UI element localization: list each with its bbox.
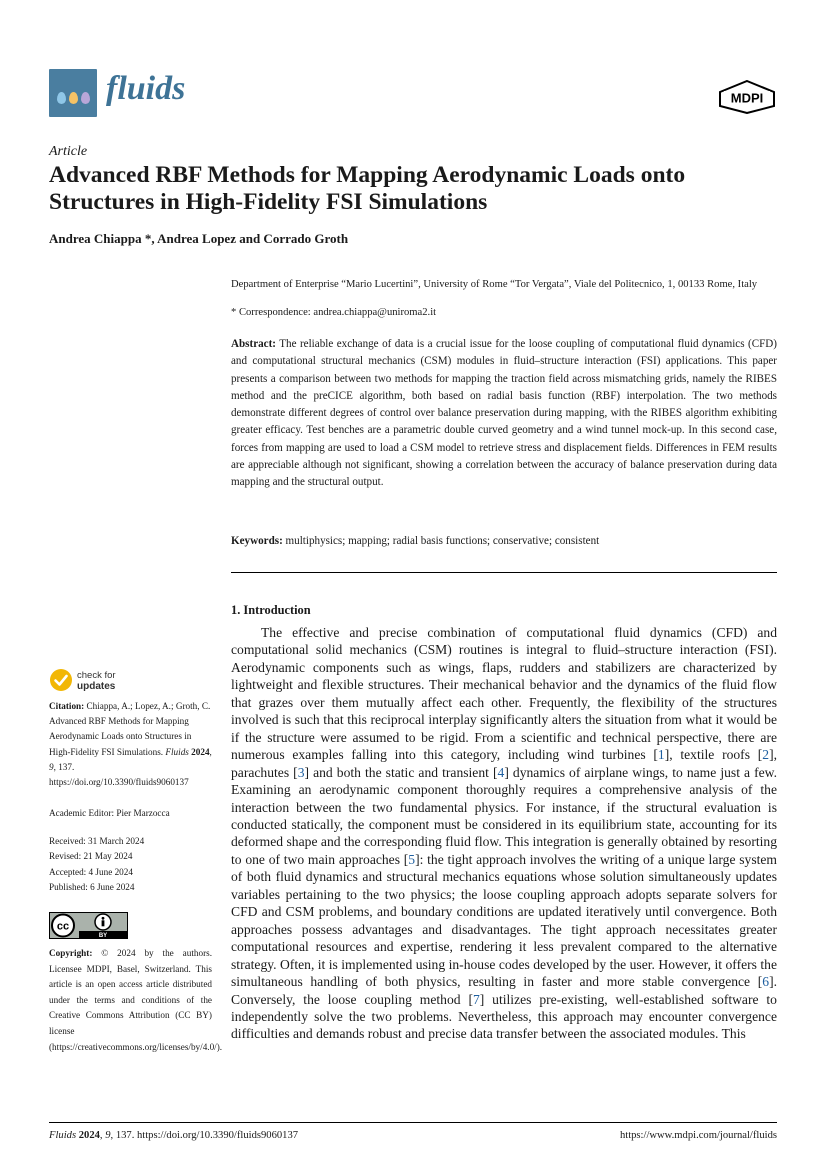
cc-by-label: BY xyxy=(98,933,108,939)
footer-journal-url[interactable]: https://www.mdpi.com/journal/fluids xyxy=(619,1130,777,1141)
copyright-label: Copyright: xyxy=(49,948,93,958)
drop-orange-icon xyxy=(69,92,78,104)
body-text-segment: The effective and precise combination of computational fluid dynamics (CFD) and computational solid mechanics (CSM) routines is integral to fluid–structure interaction (FSI). Aerodynamic components such as wings, flaps, rudders and stabilizers are characterized by lightweight and flexible structures. Their mechanical behavior and the dynamics of the fluid flow that grazes over them mutually affect each other. Frequently, the flexibility of the structures involved is such that this reciprocal interplay significantly alters the situation from what it would be if the structure were assumed to be rigid. From a scientific and technical perspective, there are numerous examples falling into this category, including wind turbines [ xyxy=(231,625,777,763)
copyright-text: © 2024 by the authors. Licensee MDPI, Basel, Switzerland. This article is an open access article distributed under the terms and conditions of the Creative Commons Attribution (CC BY) license (https://creativecommons.org/licenses/by/4.0/). xyxy=(49,948,223,1052)
author-list: Andrea Chiappa *, Andrea Lopez and Corrado Groth xyxy=(49,231,349,246)
abstract-label: Abstract: xyxy=(231,338,276,350)
accepted-date: Accepted: 4 June 2024 xyxy=(49,867,133,877)
body-text-segment: ], textile roofs [ xyxy=(664,747,763,763)
section-heading: 1. Introduction xyxy=(231,603,311,617)
keywords-label: Keywords: xyxy=(231,535,283,547)
body-text-segment: ]. Conversely, the loose coupling method [ xyxy=(231,974,777,1007)
body-text-segment: ] utilizes pre-existing, well-established software to independently solve the two problems. Nevertheless, this approach may encounter convergence difficulties and demands robust and precise data transfer between the associated modules. This xyxy=(231,991,777,1042)
citation-link[interactable]: 1 xyxy=(657,747,665,763)
body-text-segment: ] dynamics of airplane wings, to name just a few. Examining an aerodynamic component thoroughly requires a comprehensive analysis of the interaction between the two fundamental physics. For instance, if the structural evaluation is conducted statically, the component must be considered in its equilibrium state, accounting for its deformed shape and the corresponding fluid flow. This integration is generally obtained by resorting to one of two main approaches [ xyxy=(231,764,778,867)
correspondence: * Correspondence: andrea.chiappa@uniroma2.it xyxy=(231,307,437,318)
footer-divider xyxy=(49,1122,777,1123)
introduction-paragraph xyxy=(231,624,777,1043)
check-for-updates-text[interactable]: check for xyxy=(77,670,116,681)
mdpi-logo-text: MDPI xyxy=(730,90,764,106)
svg-text:cc: cc xyxy=(56,920,70,933)
journal-name: fluids xyxy=(106,70,186,107)
citation-block: Citation: Chiappa, A.; Lopez, A.; Groth, C. Advanced RBF Methods for Mapping Aerodynamic Loads onto Structures in High-Fidelity FSI Simulations. Fluids 2024, 9, 137. https://doi.org/10.3390/fluids9060137 xyxy=(49,701,212,788)
copyright-notice xyxy=(49,946,223,1055)
keywords xyxy=(231,535,777,547)
cc-by-license-icon[interactable] xyxy=(49,912,128,939)
citation-link[interactable]: 4 xyxy=(497,764,505,780)
abstract xyxy=(231,336,777,492)
citation-volume: 9 xyxy=(49,761,54,772)
affiliation: Department of Enterprise “Mario Lucertini”, University of Rome “Tor Vergata”, Viale del Politecnico, 1, 00133 Rome, Italy xyxy=(231,279,758,290)
article-type-label: Article xyxy=(49,144,88,159)
revised-date: Revised: 21 May 2024 xyxy=(49,851,133,861)
citation-link[interactable]: 2 xyxy=(762,747,770,763)
citation-journal: Fluids xyxy=(165,746,189,757)
body-text-segment: ], parachutes [ xyxy=(231,747,777,780)
body-text-segment: ] and both the static and transient [ xyxy=(304,764,498,780)
section-divider xyxy=(231,572,777,573)
check-for-updates-icon[interactable] xyxy=(49,668,73,692)
citation-text: Chiappa, A.; Lopez, A.; Groth, C. Advanced RBF Methods for Mapping Aerodynamic Loads onto Structures in High-Fidelity FSI Simulations. xyxy=(49,701,211,757)
citation-link[interactable]: 3 xyxy=(297,764,305,780)
body-text-segment: ]: the tight approach involves the writing of a unique large system of both fluid dynamics and structural mechanics equations whose solution simultaneously updates variables pertaining to the two physics; the loose coupling approach adopts separate solvers for CFD and CSM problems, and boundary conditions are updated iteratively until convergence. Both approaches possess advantages and disadvantages. The tight approach necessitates greater computational resources and expertise, rendering it less prevalent compared to the alternative strategy. Often, it is implemented using in-house codes developed by the user. However, it offers the simultaneous handling of both physics, resulting in faster and more stable convergence [ xyxy=(231,851,777,990)
citation-link[interactable]: 6 xyxy=(762,974,770,990)
citation-pages: , 137. xyxy=(53,761,75,772)
footer-journal: Fluids xyxy=(49,1130,77,1141)
drop-blue-icon xyxy=(57,92,66,104)
citation-doi-link[interactable]: https://doi.org/10.3390/fluids9060137 xyxy=(49,777,189,788)
footer-doi[interactable]: , 137. https://doi.org/10.3390/fluids9060137 xyxy=(110,1130,299,1141)
citation-link[interactable]: 7 xyxy=(472,991,480,1007)
mdpi-logo-icon xyxy=(718,80,776,114)
footer-citation: Fluids 2024, 9, 137. https://doi.org/10.3390/fluids9060137 xyxy=(49,1130,299,1141)
keywords-text: multiphysics; mapping; radial basis functions; conservative; consistent xyxy=(285,535,600,547)
citation-link[interactable]: 5 xyxy=(408,851,416,867)
published-date: Published: 6 June 2024 xyxy=(49,882,135,892)
footer-volume: 9 xyxy=(105,1130,111,1141)
check-for-updates-bold[interactable]: updates xyxy=(77,681,116,692)
citation-year: 2024 xyxy=(191,746,210,757)
drop-purple-icon xyxy=(81,92,90,104)
journal-logo xyxy=(49,69,97,117)
article-title: Advanced RBF Methods for Mapping Aerodynamic Loads onto Structures in High-Fidelity FSI Simulations xyxy=(49,162,686,215)
citation-label: Citation: xyxy=(49,701,85,711)
academic-editor: Academic Editor: Pier Marzocca xyxy=(49,808,170,818)
received-date: Received: 31 March 2024 xyxy=(49,836,145,846)
footer-year: 2024 xyxy=(78,1130,100,1141)
abstract-text: The reliable exchange of data is a crucial issue for the loose coupling of computational fluid dynamics (CFD) and computational structural mechanics (CSM) modules in fluid–structure interaction (FSI) applications. This paper presents a comparison between two methods for mapping the traction field across mismatching grids, namely the RIBES method and the preCICE algorithm, both based on radial basis function (RBF) interpolation. The two methods demonstrate different degrees of control over balance preservation during mapping, with the RIBES algorithm exhibiting greater efficacy. Test benches are a parametric double curved geometry and a wind tunnel mock-up. In this second case, forces from mapping are used to load a CSM model to retrieve stress and displacement fields. Differences in FEM results are appreciable although not significant, showing a correlation between the accuracy of balance preservation during data mapping and the structural output. xyxy=(231,338,777,489)
